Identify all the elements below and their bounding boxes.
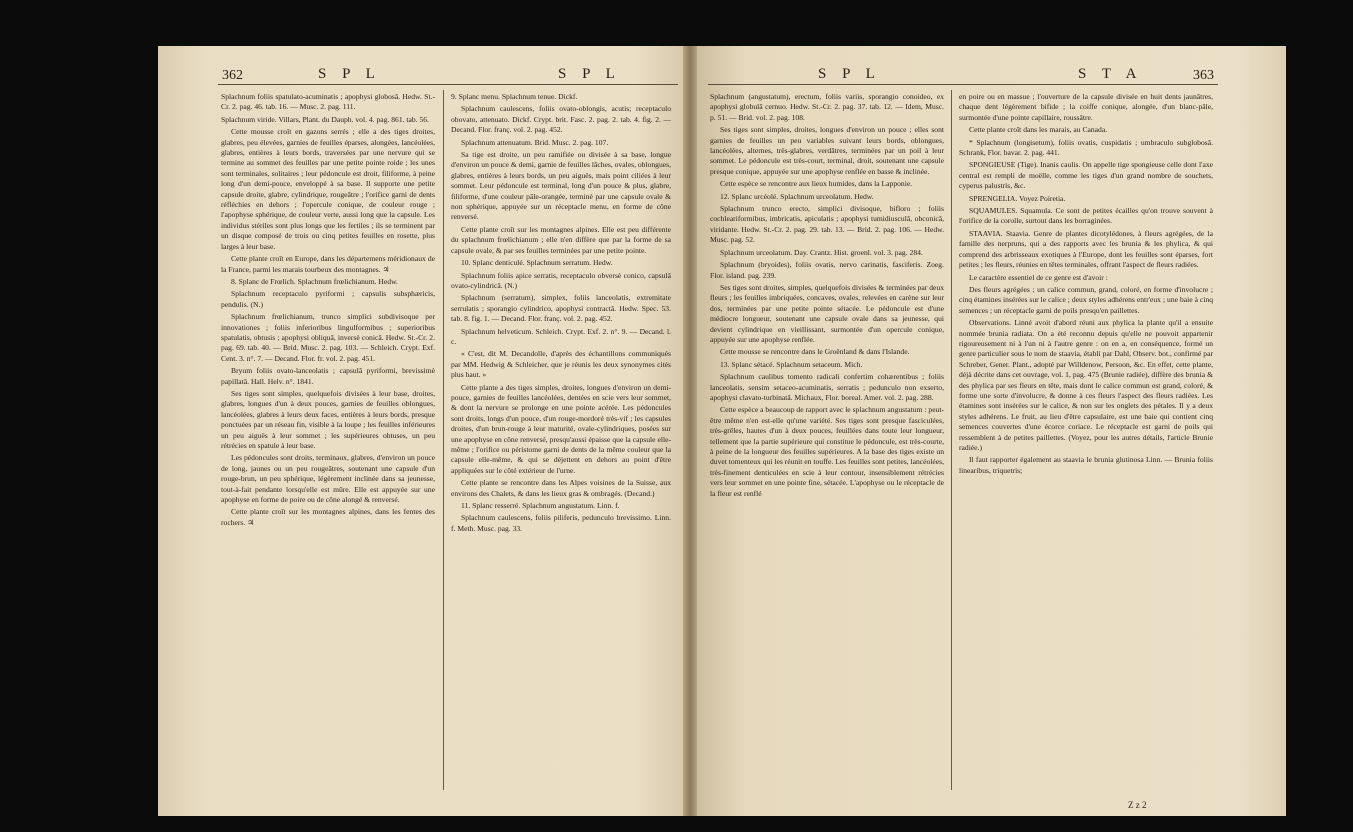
paragraph: 13. Splanc sétacé. Splachnum setaceum. Mich.: [720, 359, 863, 369]
paragraph: Cette espèce se rencontre aux lieux humides, dans la Lapponie.: [720, 179, 913, 189]
page-number-left: 362: [222, 68, 243, 83]
paragraph: Des fleurs agrégées ; un calice commun, grand, coloré, en forme d'involucre ; cinq étamines insérées sur le calice ; deux styles adhérens entr'eux ; une baie à cinq semences ; un réceptacle garni de poils presqu'en paillettes.: [959, 284, 1213, 315]
paragraph: Splachnum foliis apice serratis, receptaculo obversè conico, capsulâ ovato-cylindricâ. (N.): [451, 270, 671, 290]
header-rule-right: [708, 84, 1218, 85]
paragraph: Splachnum (bryoides), foliis ovatis, nervo carinatis, fasciferis. Zoeg. Flor. island. pag. 239.: [710, 260, 944, 280]
paragraph: STAAVIA. Staavia. Genre de plantes dicotylédones, à fleurs agrégées, de la famille des nerpruns, qui a des rapports avec les brunia & les phylica, & qui comprend des arbrisseaux exotiques à l'Europe, dont les feuilles sont éparses, fort petites ; les fleurs, réunies en têtes terminales, offrant l'aspect de fleurs radiées.: [959, 228, 1213, 270]
paragraph: Splachnum (serratum), simplex, foliis lanceolatis, extremitate serrulatis ; sporangio cylindrico, apophysi contractâ. Hedw. Spec. 53. tab. 8. fig. 1. — Decand. Flor. franç. vol. 2. pag. 452.: [451, 293, 671, 324]
column-divider-left: [443, 90, 444, 790]
running-head-left-1: S P L: [318, 66, 381, 82]
paragraph: 12. Splanc urcéolé. Splachnum urceolatum. Hedw.: [720, 191, 874, 201]
right-column-2: [959, 92, 1213, 478]
paragraph: Observations. Linné avoit d'abord réuni aux phylica la plante qu'il a ensuite nommée brunia radiata. On a été reconnu depuis qu'elle ne pouvoit appartenir rigoureusement ni à l'un ni à l'autre genre : on en a, en conséquence, formé un genre particulier sous le nom de staavia, établi par Dahl, Observ. bot., confirmé par Schreber, Gener. Plant., adopté par Willdenow, Persoon, &c. En effet, cette plante, déjà décrite dans cet ouvrage, vol. 1, pag. 475 (Brunie radiée), diffère des brunia & des phylica par ses fleurs en tête, mais dont le calice commun est grand, coloré, & forme une sorte d'involucre, & donne à ces fleurs l'aspect des fleurs radiées. Les étamines sont insérées sur le calice, & non sur les onglets des pétales. Il y a deux styles adhérens. Le fruit, au lieu d'être capsulaire, est une baie qui contient cinq semences couvertes d'une écorce coriace. Le réceptacle est garni de poils qui ressemblent à de petites paillettes. (Voyez, pour les autres détails, l'article Brunie radiée.): [959, 318, 1213, 452]
paragraph: Cette espèce a beaucoup de rapport avec le splachnum angustatum : peut-être même n'en est-elle qu'une variété. Ses tiges sont presque fasciculées, très-grêles, hautes d'un à deux pouces, feuillées dans toute leur longueur, tellement que la partie supérieure qui constitue le pédoncule, est très-courte, à peine de la longueur des feuilles supérieures. A la base des tiges existe un duvet tomenteux qui les réunit en touffe. Les feuilles sont petites, lancéolées, très-finement denticulées en scie à leur contour, insensiblement rétrécies vers leur sommet en une pointe fine, sétacée. L'apophyse ou le réceptacle de la fleur est renflé: [710, 405, 944, 498]
column-divider-right: [951, 90, 952, 790]
paragraph: Cette plante croît dans les marais, au Canada.: [969, 125, 1108, 135]
paragraph: Sa tige est droite, un peu ramifiée ou divisée à sa base, longue d'environ un pouce & demi, garnie de feuilles lâches, ovales, oblongues, glabres, entières à leurs bords, un peu aiguës, mais point ciliées à leur sommet. Leur pédoncule est terminal, long d'un pouce & plus, glabre, filiforme, d'une couleur pâle-orangée, terminé par une capsule ovale & non sphérique, appuyée sur un réceptacle menu, en forme de cône renversé.: [451, 150, 671, 222]
left-column-2: [451, 92, 671, 536]
book-gutter: [683, 46, 697, 816]
paragraph: Splachnum foliis spatulato-acuminatis ; apophysi globosâ. Hedw. St.-Cr. 2. pag. 46. tab. 16. — Musc. 2. pag. 111.: [221, 92, 435, 112]
paragraph: SQUAMULES. Squamula. Ce sont de petites écailles qu'on trouve souvent à l'orifice de la corolle, surtout dans les borraginées.: [959, 206, 1213, 226]
paragraph: Bryum foliis ovato-lanceolatis ; capsulâ pyriformi, brevissimè papillatâ. Hall. Helv. n°. 1841.: [221, 366, 435, 386]
running-head-right-2: S T A: [1078, 66, 1143, 82]
paragraph: Cette plante a des tiges simples, droites, longues d'environ un demi-pouce, garnies de feuilles lancéolées, dentées en scie vers leur sommet, & dont la nervure se prolonge en une pointe acérée. Les pédoncules sont droits, longs d'un pouce, d'un rouge-mordoré très-vif ; les capsules droites, d'un brun-rouge à leur maturité, ovale-cylindriques, posées sur une apophyse en cône renversé, presqu'aussi épaisse que la capsule elle-même ; l'orifice ou péristome garni de dents de la même couleur que la capsule elle-même, & qui se déjettent en dehors au point d'être appliquées sur le côté extérieur de l'urne.: [451, 382, 671, 475]
left-column-1: [221, 92, 435, 530]
signature-mark: Z z 2: [1128, 800, 1147, 810]
paragraph: Cette plante croît en Europe, dans les départemens méridionaux de la France, parmi les marais tourbeux des montagnes. ♃: [221, 254, 435, 274]
paragraph: Ses tiges sont droites, simples, quelquefois divisées & terminées par deux fleurs ; les feuilles imbriquées, concaves, ovales, relevées en carène sur leur dos, terminées par une petite pointe sétacée. Le pédoncule est d'une médiocre longueur, soutenant une capsule ovale dans sa jeunesse, qui devient cylindrique en vieillissant, surmontée d'un opercule conique, appuyée sur une apophyse renflée.: [710, 282, 944, 344]
paragraph: Il faut rapporter également au staavia le brunia glutinosa Linn. — Brunia foliis linearibus, triquetris;: [959, 455, 1213, 475]
paragraph: en poire ou en massue ; l'ouverture de la capsule divisée en huit dents jaunâtres, chaque dent légèrement bifide ; la coiffe conique, alongée, d'un blanc-pâle, surmontée d'une pointe capillaire, roussâtre.: [959, 92, 1213, 122]
paragraph: 8. Splanc de Frœlich. Splachnum frœlichianum. Hedw.: [231, 276, 398, 286]
book-spread: [118, 28, 1246, 818]
paragraph: 11. Splanc resserré. Splachnum angustatum. Linn. f.: [461, 501, 620, 511]
paragraph: Cette mousse croît en gazons serrés ; elle a des tiges droites, glabres, peu élevées, garnies de feuilles éparses, alongées, lancéolées, glabres, entières à leurs bords, traversées par une nervure qui se termine au sommet des feuilles par une petite pointe roide ; les unes sont terminales, solitaires ; leur pédoncule est droit, filiforme, à peine long d'un demi-pouce, enveloppé à sa base. Il supporte une petite capsule droite, glabre, cylindrique, rougeâtre ; l'orifice garni de dents réfléchies en dehors ; l'opercule conique, de couleur rouge ; l'apophyse sphérique, de couleur verte, aussi long que la capsule. Les individus stériles sont plus longs que les fertiles ; ils se terminent par un disque composé de trois ou cinq petites feuilles en rosette, plus larges à leur base.: [221, 127, 435, 251]
paragraph: Splachnum trunco erecto, simplici divisoque, bifloro ; foliis cochleariformibus, imbricatis, apiculatis ; apophysi tumidiusculâ, obconicâ, viridante. Hedw. St.-Cr. 2. pag. 29. tab. 13. — Brid. 2. pag. 106. — Hedw. Musc. pag. 52.: [710, 204, 944, 245]
paragraph: Cette plante croît sur les montagnes alpines, dans les fentes des rochers. ♃: [221, 507, 435, 527]
paragraph: « C'est, dit M. Decandolle, d'après des échantillons communiqués par MM. Hedwig & Schleicher, que je réunis les deux synonymes cités plus haut. »: [451, 349, 671, 380]
paragraph: Cette plante croît sur les montagnes alpines. Elle est peu différente du splachnum frœlichianum ; elle n'en diffère que par la forme de sa capsule ovale, & par ses feuilles terminées par une petite pointe.: [451, 224, 671, 255]
paragraph: Cette mousse se rencontre dans le Groënland & dans l'Islande.: [720, 347, 910, 357]
paragraph: Splachnum urceolatum. Day. Crantz. Hist. groenl. vol. 3. pag. 284.: [720, 247, 923, 257]
paragraph: * Splachnum (longisetum), foliis ovatis, cuspidatis ; umbraculo subglobosâ. Schrank, Flor. bavar. 2. pag. 441.: [959, 137, 1213, 158]
paragraph: Splachnum caulibus tomento radicali confertim cohærentibus ; foliis lanceolatis, sensim setaceo-acuminatis, serratis ; pedunculo non exserto, apophysi clavato-turbinatâ. Michaux, Flor. boreal. Amer. vol. 2. pag. 288.: [710, 372, 944, 402]
paragraph: SPRENGELIA. Voyez Poiretia.: [969, 193, 1066, 203]
paragraph: Splachnum attenuatum. Brid. Musc. 2. pag. 107.: [461, 137, 609, 147]
paragraph: Splachnum viride. Villars, Plant. du Dauph. vol. 4. pag. 861. tab. 56.: [221, 114, 429, 124]
paragraph: Splachnum (angustatum), erectum, foliis variis, sporangio conoideo, ex apophysi globulâ cernuo. Hedw. St.-Cr. 2. pag. 37. tab. 12. — Idem, Musc. p. 51. — Brid. vol. 2. pag. 108.: [710, 92, 944, 122]
running-head-right-1: S P L: [818, 66, 881, 82]
paragraph: 10. Splanc denticulé. Splachnum serratum. Hedw.: [461, 258, 613, 268]
paragraph: Splachnum caulescens, foliis piliferis, pedunculo brevissimo. Linn. f. Meth. Musc. pag. 33.: [451, 513, 671, 533]
paragraph: Splachnum receptaculo pyriformi ; capsulis subsphæricis, pendulis. (N.): [221, 289, 435, 309]
paragraph: Splachnum caulescens, foliis ovato-oblongis, acutis; receptaculo obovato, attenuato. Dickf. Crypt. brit. Fasc. 2. pag. 2. tab. 4. fig. 2. — Decand. Flor. franç. vol. 2. pag. 452.: [451, 104, 671, 135]
paragraph: Cette plante se rencontre dans les Alpes voisines de la Suisse, aux environs des Chalets, & dans les lieux gras & ombragés. (Decand.): [451, 478, 671, 498]
paragraph: Ses tiges sont simples, quelquefois divisées à leur base, droites, glabres, longues d'un à deux pouces, garnies de feuilles oblongues, lancéolées, glabres à leurs deux faces, entières à leurs bords, presque ponctuées par un réseau fin, visible à la loupe ; les feuilles inférieures un peu aiguës à leur sommet ; les supérieures obtuses, un peu rétrécies en spatule à leur base.: [221, 388, 435, 450]
paragraph: Ses tiges sont simples, droites, longues d'environ un pouce ; elles sont garnies de feuilles un peu variables suivant leurs bords, oblongues, lancéolées, alternes, très-glabres, verdâtres, terminées par un poil à leur sommet. Le pédoncule est très-court, terminal, droit, soutenant une capsule presque conique, appuyée sur une apophyse renflée en basse & inclinée.: [710, 125, 944, 176]
header-rule-left: [218, 84, 678, 85]
running-head-left-2: S P L: [558, 66, 621, 82]
paragraph: Le caractère essentiel de ce genre est d'avoir :: [969, 272, 1108, 282]
paragraph: SPONGIEUSE (Tige). Inanis caulis. On appelle tige spongieuse celle dont l'axe central est rempli de moëlle, comme les tiges d'un grand nombre de souchets, cyperus palustris, &c.: [959, 160, 1213, 191]
paragraph: Les pédoncules sont droits, terminaux, glabres, d'environ un pouce de long, jaunes ou un peu rougeâtres, soutenant une capsule d'un rouge-brun, un peu sphérique, légèrement inclinée dans sa jeunesse, tout-à-fait pendante lorsqu'elle est mûre. Elle est appuyée sur une apophyse en forme de poire ou de cône alongé & renversé.: [221, 453, 435, 505]
paragraph: 9. Splanc menu. Splachnum tenue. Dickf.: [451, 92, 578, 101]
paragraph: Splachnum frœlichianum, trunco simplici subdivisoque per innovationes ; foliis inferioribus lingulformibus ; superioribus spatulatis, obtusis ; apophysi obliquâ, inversè conicâ. Hedw. St.-Cr. 2. pag. 69. tab. 40. — Brid. Musc. 2. pag. 103. — Schleich. Crypt. Exf. Cent. 3. n°. 7. — Decand. Flor. fr. vol. 2. pag. 451.: [221, 312, 435, 363]
paragraph: Splachnum helveticum. Schleich. Crypt. Exf. 2. n°. 9. — Decand. l. c.: [451, 326, 671, 346]
page-number-right: 363: [1193, 68, 1214, 83]
right-column-1: [710, 92, 944, 501]
